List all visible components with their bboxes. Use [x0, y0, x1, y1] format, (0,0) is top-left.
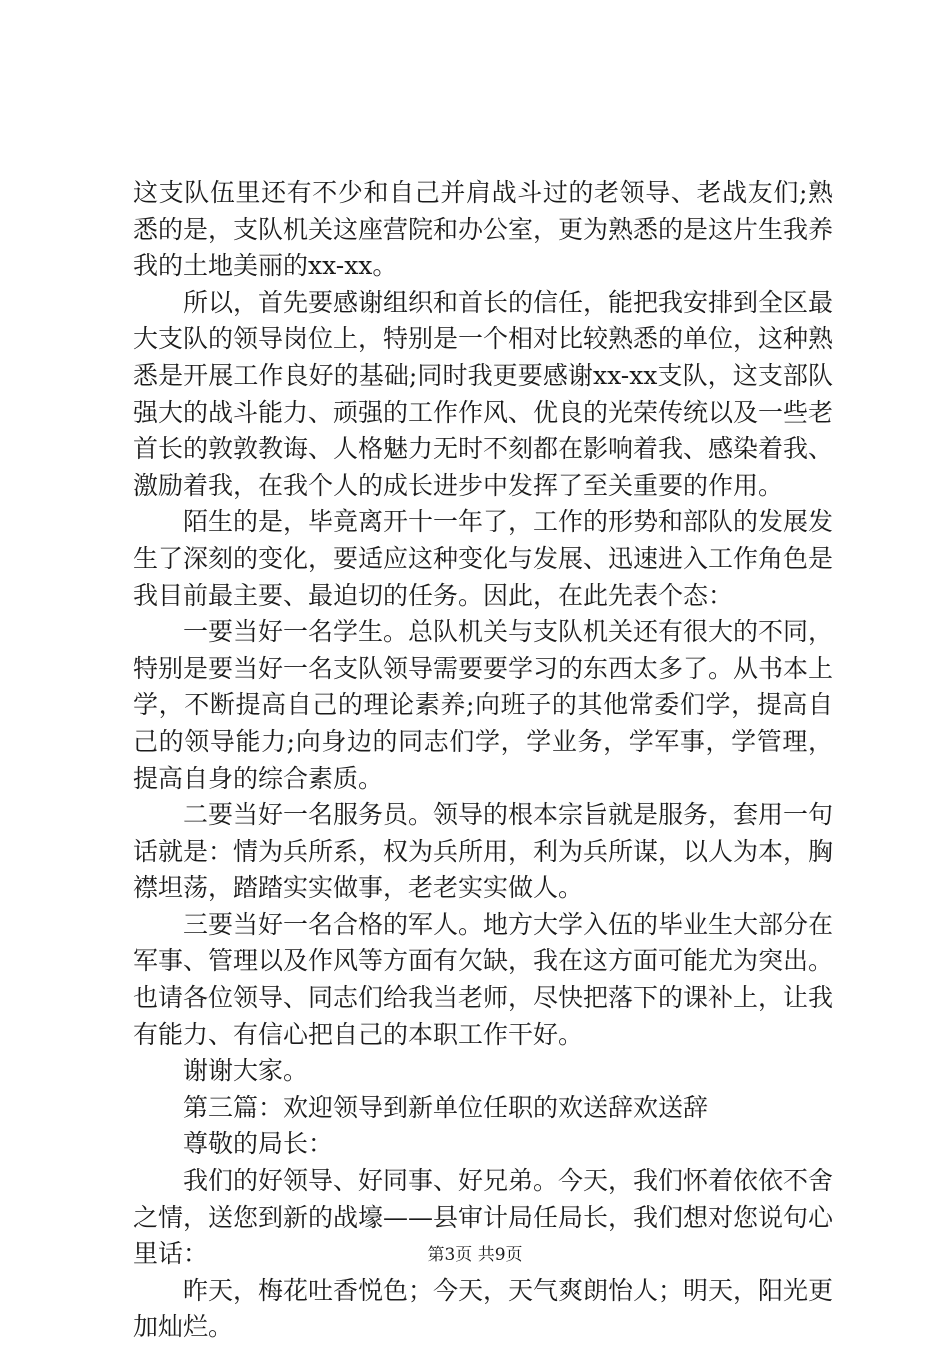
paragraph-3: 陌生的是，毕竟离开十一年了，工作的形势和部队的发展发生了深刻的变化，要适应这种变化与发展、迅速进入工作角色是我目前最主要、最迫切的任务。因此，在此先表个态：: [133, 507, 834, 610]
paragraph-6: 三要当好一名合格的军人。地方大学入伍的毕业生大部分在军事、管理以及作风等方面有欠缺，我在这方面可能尤为突出。也请各位领导、同志们给我当老师，尽快把落下的课补上，让我有能力、有信心把自己的本职工作干好。: [133, 909, 834, 1049]
salutation: 尊敬的局长：: [183, 1129, 334, 1159]
paragraph-4: 一要当好一名学生。总队机关与支队机关还有很大的不同，特别是要当好一名支队领导需要要学习的东西太多了。从书本上学，不断提高自己的理论素养;向班子的其他常委们学，提高自己的领导能力;向身边的同志们学，学业务，学军事，学管理，提高自身的综合素质。: [133, 617, 834, 793]
paragraph-5: 二要当好一名服务员。领导的根本宗旨就是服务，套用一句话就是：情为兵所系，权为兵所用，利为兵所谋，以人为本，胸襟坦荡，踏踏实实做事，老老实实做人。: [133, 800, 834, 903]
paragraph-7: 谢谢大家。: [183, 1056, 309, 1086]
section-heading: 第三篇：欢迎领导到新单位任职的欢送辞欢送辞: [183, 1092, 709, 1122]
paragraph-1: 这支队伍里还有不少和自己并肩战斗过的老领导、老战友们;熟悉的是，支队机关这座营院和办公室，更为熟悉的是这片生我养我的土地美丽的xx-xx。: [133, 178, 834, 281]
paragraph-2: 所以，首先要感谢组织和首长的信任，能把我安排到全区最大支队的领导岗位上，特别是一个相对比较熟悉的单位，这种熟悉是开展工作良好的基础;同时我更要感谢xx-xx支队，这支部队强大的战斗能力、顽强的工作作风、优良的光荣传统以及一些老首长的敦敦教诲、人格魅力无时不刻都在影响着我、感染着我、激励着我，在我个人的成长进步中发挥了至关重要的作用。: [133, 287, 834, 500]
paragraph-10: 我们的好领导、好同事、好兄弟。今天，我们怀着依依不舍之情，送您到新的战壕——县审计局任局长，我们想对您说句心里话：: [133, 1166, 834, 1269]
document-body: [133, 175, 833, 1346]
page-footer: [0, 1240, 950, 1265]
page-number: 第3页 共9页: [427, 1245, 523, 1265]
paragraph-11: 昨天，梅花吐香悦色；今天，天气爽朗怡人；明天，阳光更加灿烂。: [133, 1275, 834, 1342]
